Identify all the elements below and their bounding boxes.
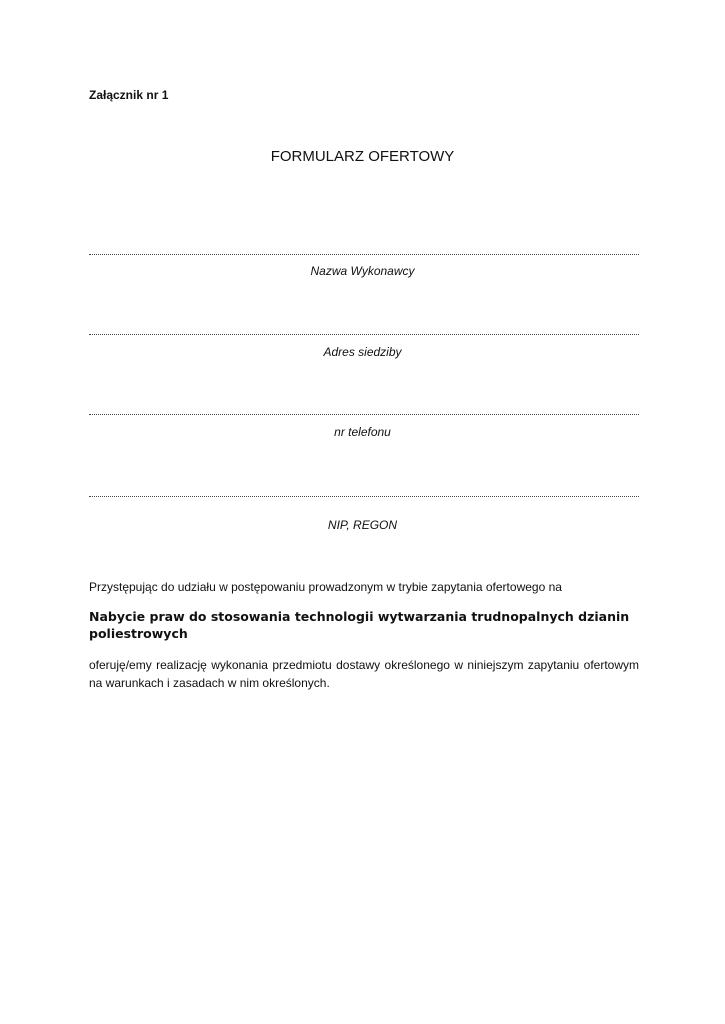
address-caption: Adres siedziby	[323, 345, 402, 359]
address-line	[89, 334, 639, 335]
annex-label: Załącznik nr 1	[89, 88, 169, 102]
contractor-name-caption: Nazwa Wykonawcy	[310, 264, 415, 278]
intro-paragraph: Przystępując do udziału w postępowaniu prowadzonym w trybie zapytania ofertowego na	[89, 580, 562, 594]
offer-paragraph: oferuję/emy realizację wykonania przedmiotu dostawy określonego w niniejszym zapytaniu ofertowym na warunkach i zasadach w nim określonych.	[89, 658, 639, 690]
phone-caption: nr telefonu	[334, 425, 391, 439]
nip-regon-line	[89, 496, 639, 497]
phone-line	[89, 414, 639, 415]
form-title: FORMULARZ OFERTOWY	[270, 148, 455, 165]
subject-heading: Nabycie praw do stosowania technologii wytwarzania trudnopalnych dzianin poliestrowych	[89, 609, 630, 641]
nip-regon-caption: NIP, REGON	[327, 518, 398, 532]
contractor-name-line	[89, 254, 639, 255]
